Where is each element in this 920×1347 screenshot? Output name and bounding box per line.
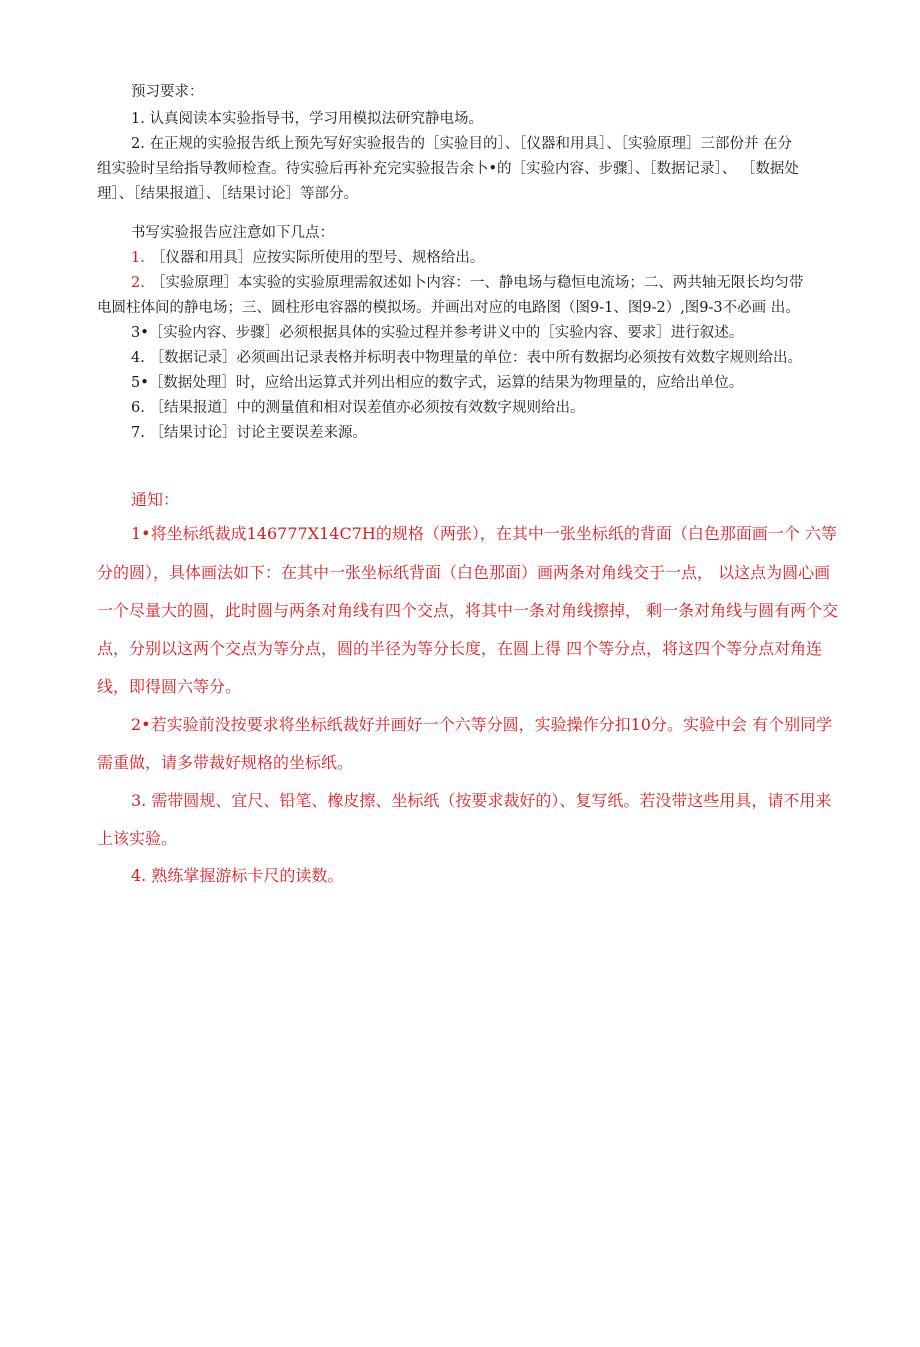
- preview-item-2-line-1: 2. 在正规的实验报告纸上预先写好实验报告的［实验目的］、［仪器和用具］、［实验原理］三部份并 在分: [131, 136, 793, 152]
- notice-heading: 通知：: [131, 490, 180, 509]
- notes-item-1-number: 1.: [131, 250, 145, 266]
- notes-item-3: 3•［实验内容、步骤］必须根据具体的实验过程并参考讲义中的［实验内容、要求］进行叙述。: [131, 325, 744, 341]
- notice-item-4: 4. 熟练掌握游标卡尺的读数。: [131, 866, 344, 885]
- notice-item-1-line-2: 分的圆），具体画法如下：在其中一张坐标纸背面（白色那面）画两条对角线交于一点， 以这点为圆心画: [97, 563, 831, 582]
- preview-item-2-line-2: 组实验时呈给指导教师检查。待实验后再补充完实验报告余卜•的［实验内容、步骤］、［数据记录］、 ［数据处: [97, 161, 799, 177]
- notes-item-1-text: ［仪器和用具］应按实际所使用的型号、规格给出。: [150, 250, 485, 266]
- preview-item-1: 1. 认真阅读本实验指导书，学习用模拟法研究静电场。: [131, 111, 483, 127]
- notes-item-7: 7. ［结果讨论］讨论主要误差来源。: [131, 425, 367, 441]
- notes-item-6: 6. ［结果报道］中的测量值和相对误差值亦必须按有效数字规则给出。: [131, 400, 585, 416]
- notes-item-2-line-1: [131, 271, 803, 292]
- notice-item-1-line-4: 点，分别以这两个交点为等分点，圆的半径为等分长度，在圆上得 四个等分点，将这四个等分点对角连: [97, 639, 823, 658]
- notice-item-3-line-1: 3. 需带圆规、宜尺、铅笔、橡皮擦、坐标纸（按要求裁好的）、复写纸。若没带这些用具，请不用来: [131, 791, 832, 810]
- notes-item-1: [131, 246, 484, 267]
- notice-item-1-line-3: 一个尽量大的圆，此时圆与两条对角线有四个交点，将其中一条对角线擦掉， 剩一条对角线与圆有两个交: [97, 601, 839, 620]
- notice-item-1-line-5: 线，即得圆六等分。: [97, 677, 242, 696]
- notes-item-2-number: 2.: [131, 275, 145, 291]
- notes-item-4: 4. ［数据记录］必须画出记录表格并标明表中物理量的单位：表中所有数据均必须按有效数字规则给出。: [131, 350, 802, 366]
- notice-item-2-line-1: 2•若实验前没按要求将坐标纸裁好并画好一个六等分圆，实验操作分扣10分。实验中会 有个别同学: [131, 715, 833, 734]
- notice-item-1-line-1: 1•将坐标纸裁成146777X14C7H的规格（两张），在其中一张坐标纸的背面（白色那面画一个 六等: [131, 524, 837, 543]
- notes-item-5: 5•［数据处理］时，应给出运算式并列出相应的数字式，运算的结果为物理量的，应给出单位。: [131, 375, 744, 391]
- preview-heading: 预习要求：: [131, 84, 204, 100]
- notice-item-2-line-2: 需重做，请多带裁好规格的坐标纸。: [97, 753, 354, 772]
- notes-item-2-line-2: 电圆柱体间的静电场；三、圆柱形电容器的模拟场。并画出对应的电路图（图9-1、图9-2）,图9-3不必画 出。: [97, 300, 800, 316]
- notice-item-3-line-2: 上该实验。: [97, 829, 178, 848]
- notes-heading: 书写实验报告应注意如下几点：: [131, 225, 334, 241]
- preview-item-2-line-3: 理］、［结果报道］、［结果讨论］等部分。: [97, 186, 358, 202]
- notes-item-2-text: ［实验原理］本实验的实验原理需叙述如卜内容：一、静电场与稳恒电流场；二、两共轴无限长均匀带: [150, 275, 804, 291]
